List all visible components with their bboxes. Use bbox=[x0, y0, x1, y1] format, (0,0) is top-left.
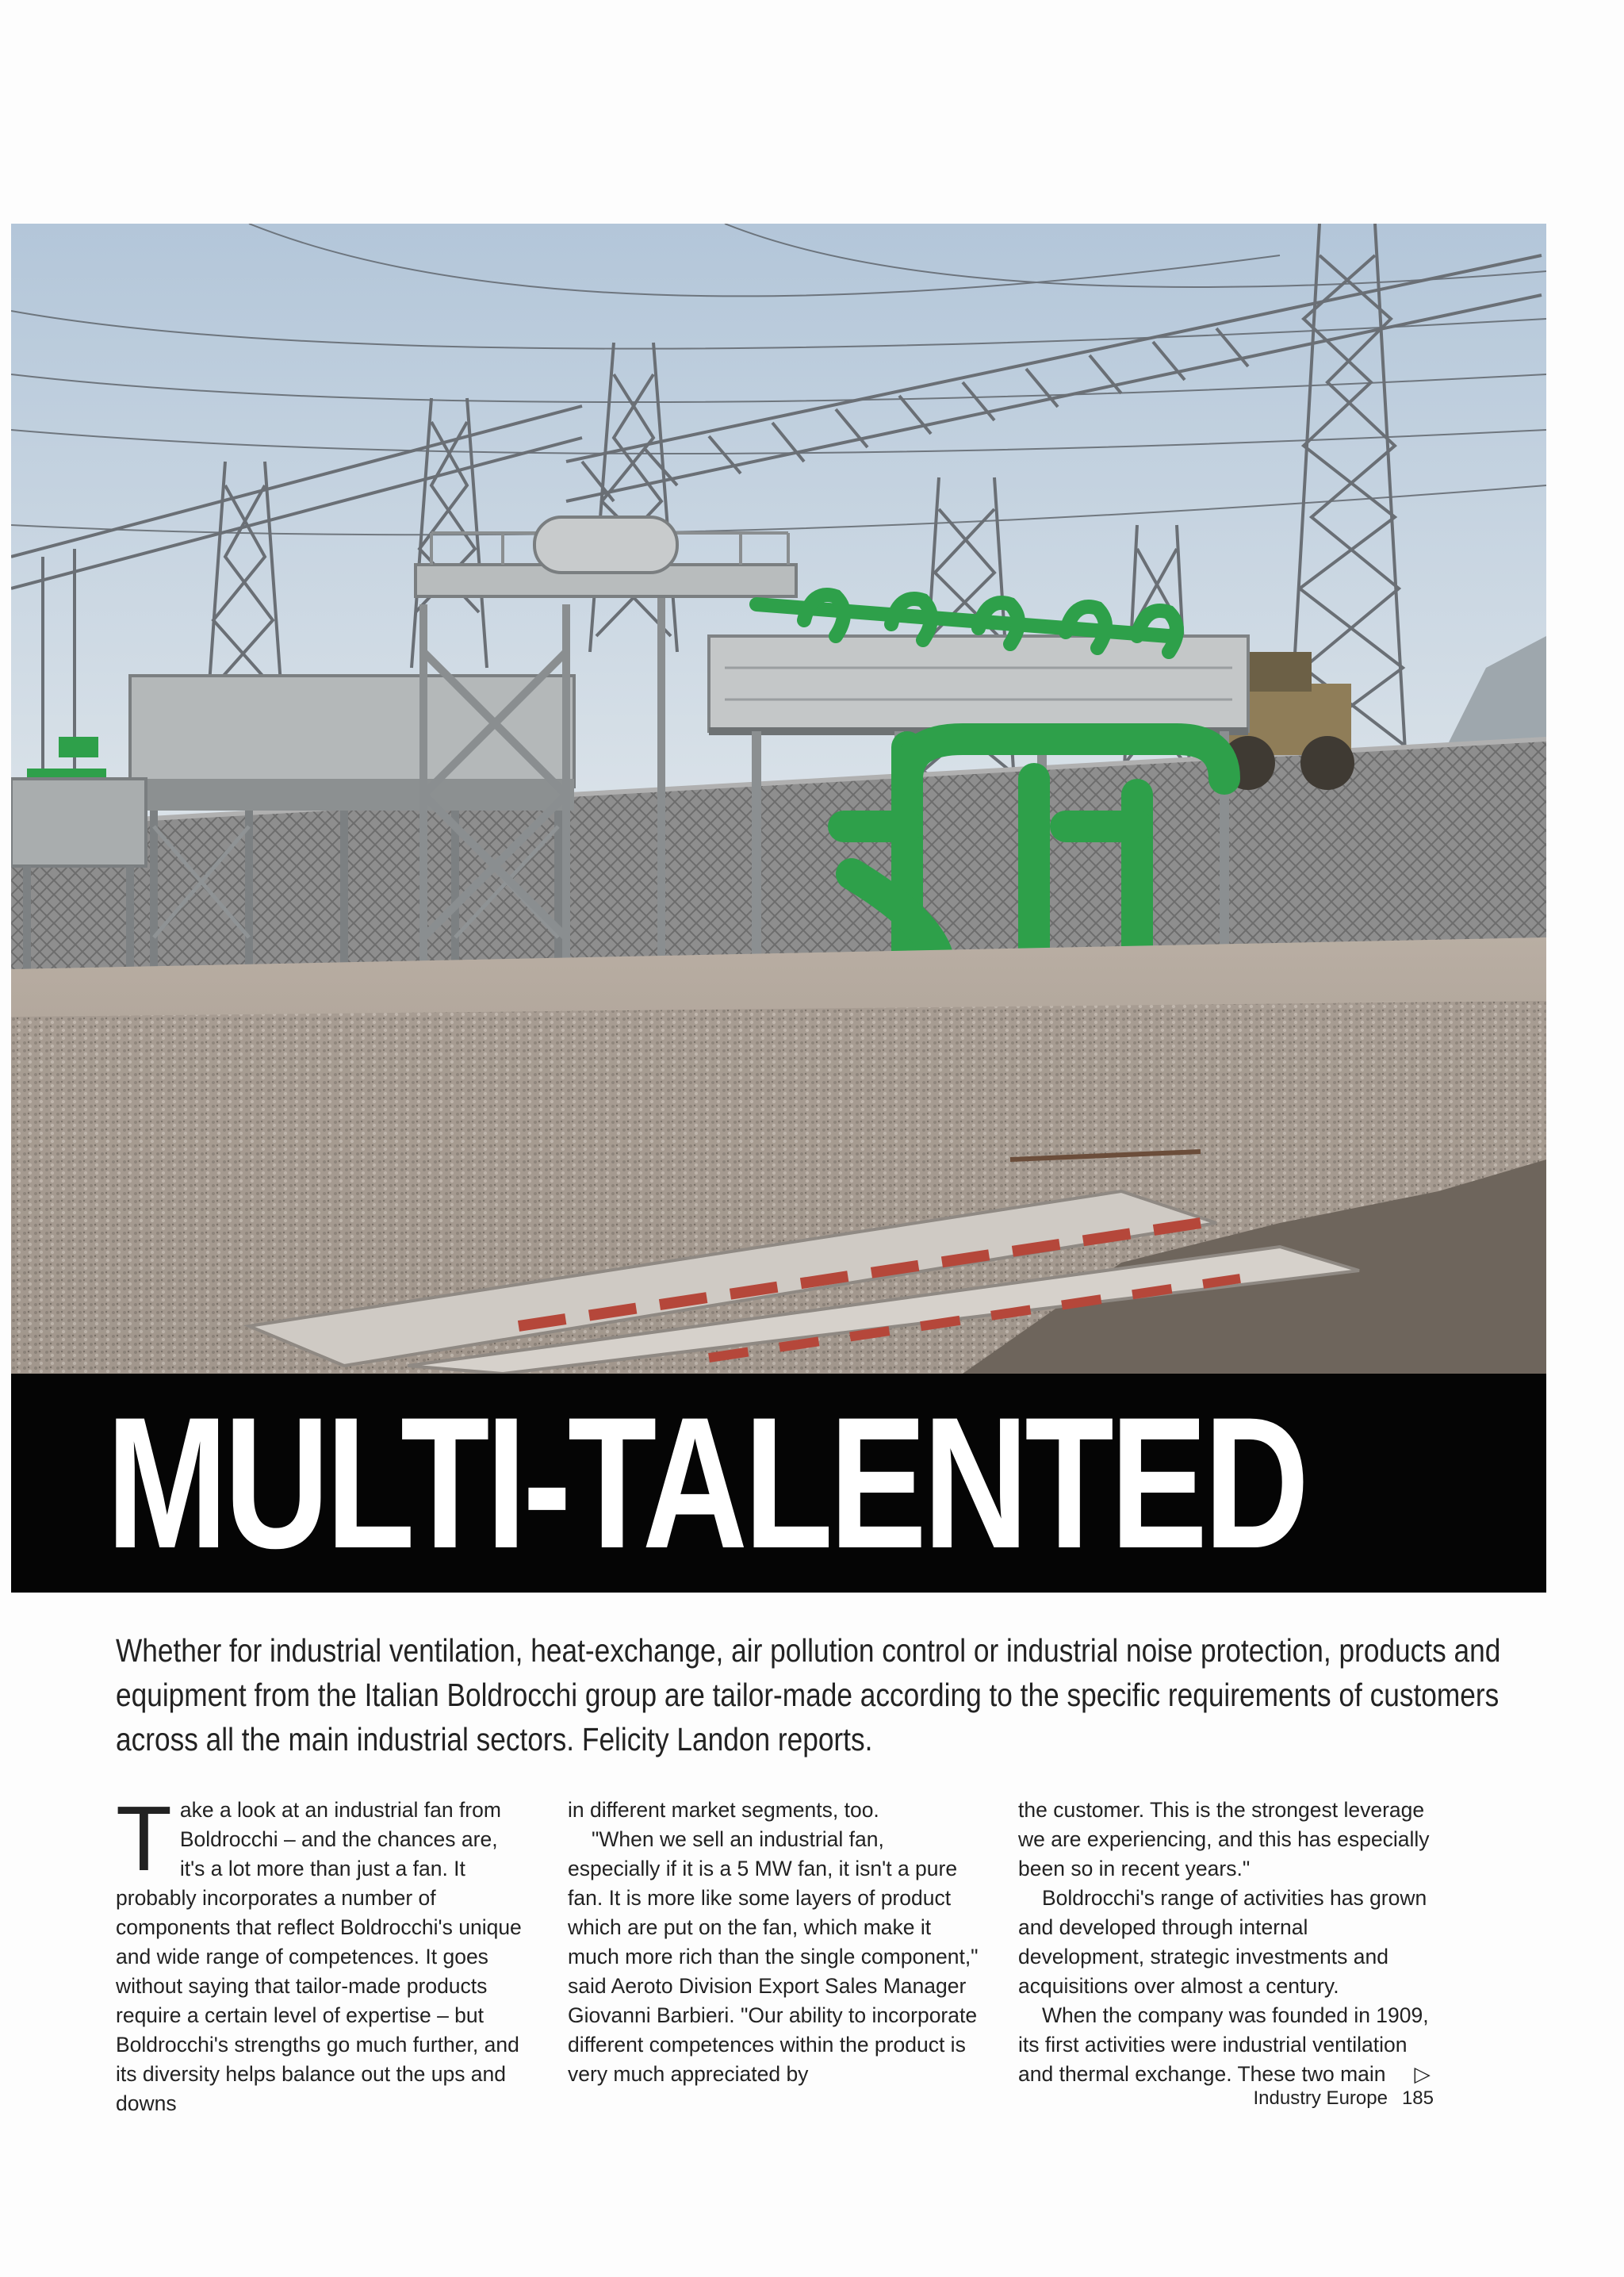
headline-band bbox=[11, 1374, 1546, 1593]
continue-arrow-icon: ▷ bbox=[1414, 2062, 1431, 2086]
column-3-paragraph-3: When the company was founded in 1909, its first activities were industrial ventilation and thermal exchange. These two main bbox=[1018, 2003, 1429, 2086]
article-column-2 bbox=[568, 1796, 980, 2089]
drop-cap: T bbox=[116, 1787, 172, 1890]
publication-name: Industry Europe bbox=[1253, 2087, 1388, 2109]
article-column-1 bbox=[116, 1787, 528, 2118]
hero-photo bbox=[11, 224, 1546, 1374]
industrial-site-illustration bbox=[11, 224, 1546, 1374]
column-3-paragraph-1: the customer. This is the strongest leverage we are experiencing, and this has especially been so in recent years." bbox=[1018, 1798, 1430, 1880]
column-1-text: ake a look at an industrial fan from Boldrocchi – and the chances are, it's a lot more than just a fan. It probably incorporates a number of components that reflect Boldrocchi's unique and wide range of competences. It goes without saying that tailor-made products require a certain level of expertise – but Boldrocchi's strengths go much further, and its diversity helps balance out the ups and downs bbox=[116, 1798, 522, 2115]
column-2-paragraph-2: "When we sell an industrial fan, especially if it is a 5 MW fan, it isn't a pure fan. It is more like some layers of product which are put on the fan, which make it much more rich than the single component," said Aeroto Division Export Sales Manager Giovanni Barbieri. "Our ability to incorporate different competences within the product is very much appreciated by bbox=[568, 1827, 979, 2086]
page-number: 185 bbox=[1401, 2087, 1434, 2109]
column-2-paragraph-1: in different market segments, too. bbox=[568, 1798, 879, 1822]
page-footer bbox=[1254, 2087, 1434, 2110]
column-3-paragraph-2: Boldrocchi's range of activities has grown and developed through internal development, strategic investments and acquisitions over almost a century. bbox=[1018, 1886, 1427, 1998]
headline: MULTI-TALENTED bbox=[106, 1378, 1306, 1588]
article-column-3 bbox=[1018, 1796, 1431, 2089]
standfirst: Whether for industrial ventilation, heat-exchange, air pollution control or industrial noise protection, products and equipment from the Italian Boldrocchi group are tailor-made according to the specific requirements of customers across all the main industrial sectors. Felicity Landon reports. bbox=[116, 1632, 1501, 1758]
